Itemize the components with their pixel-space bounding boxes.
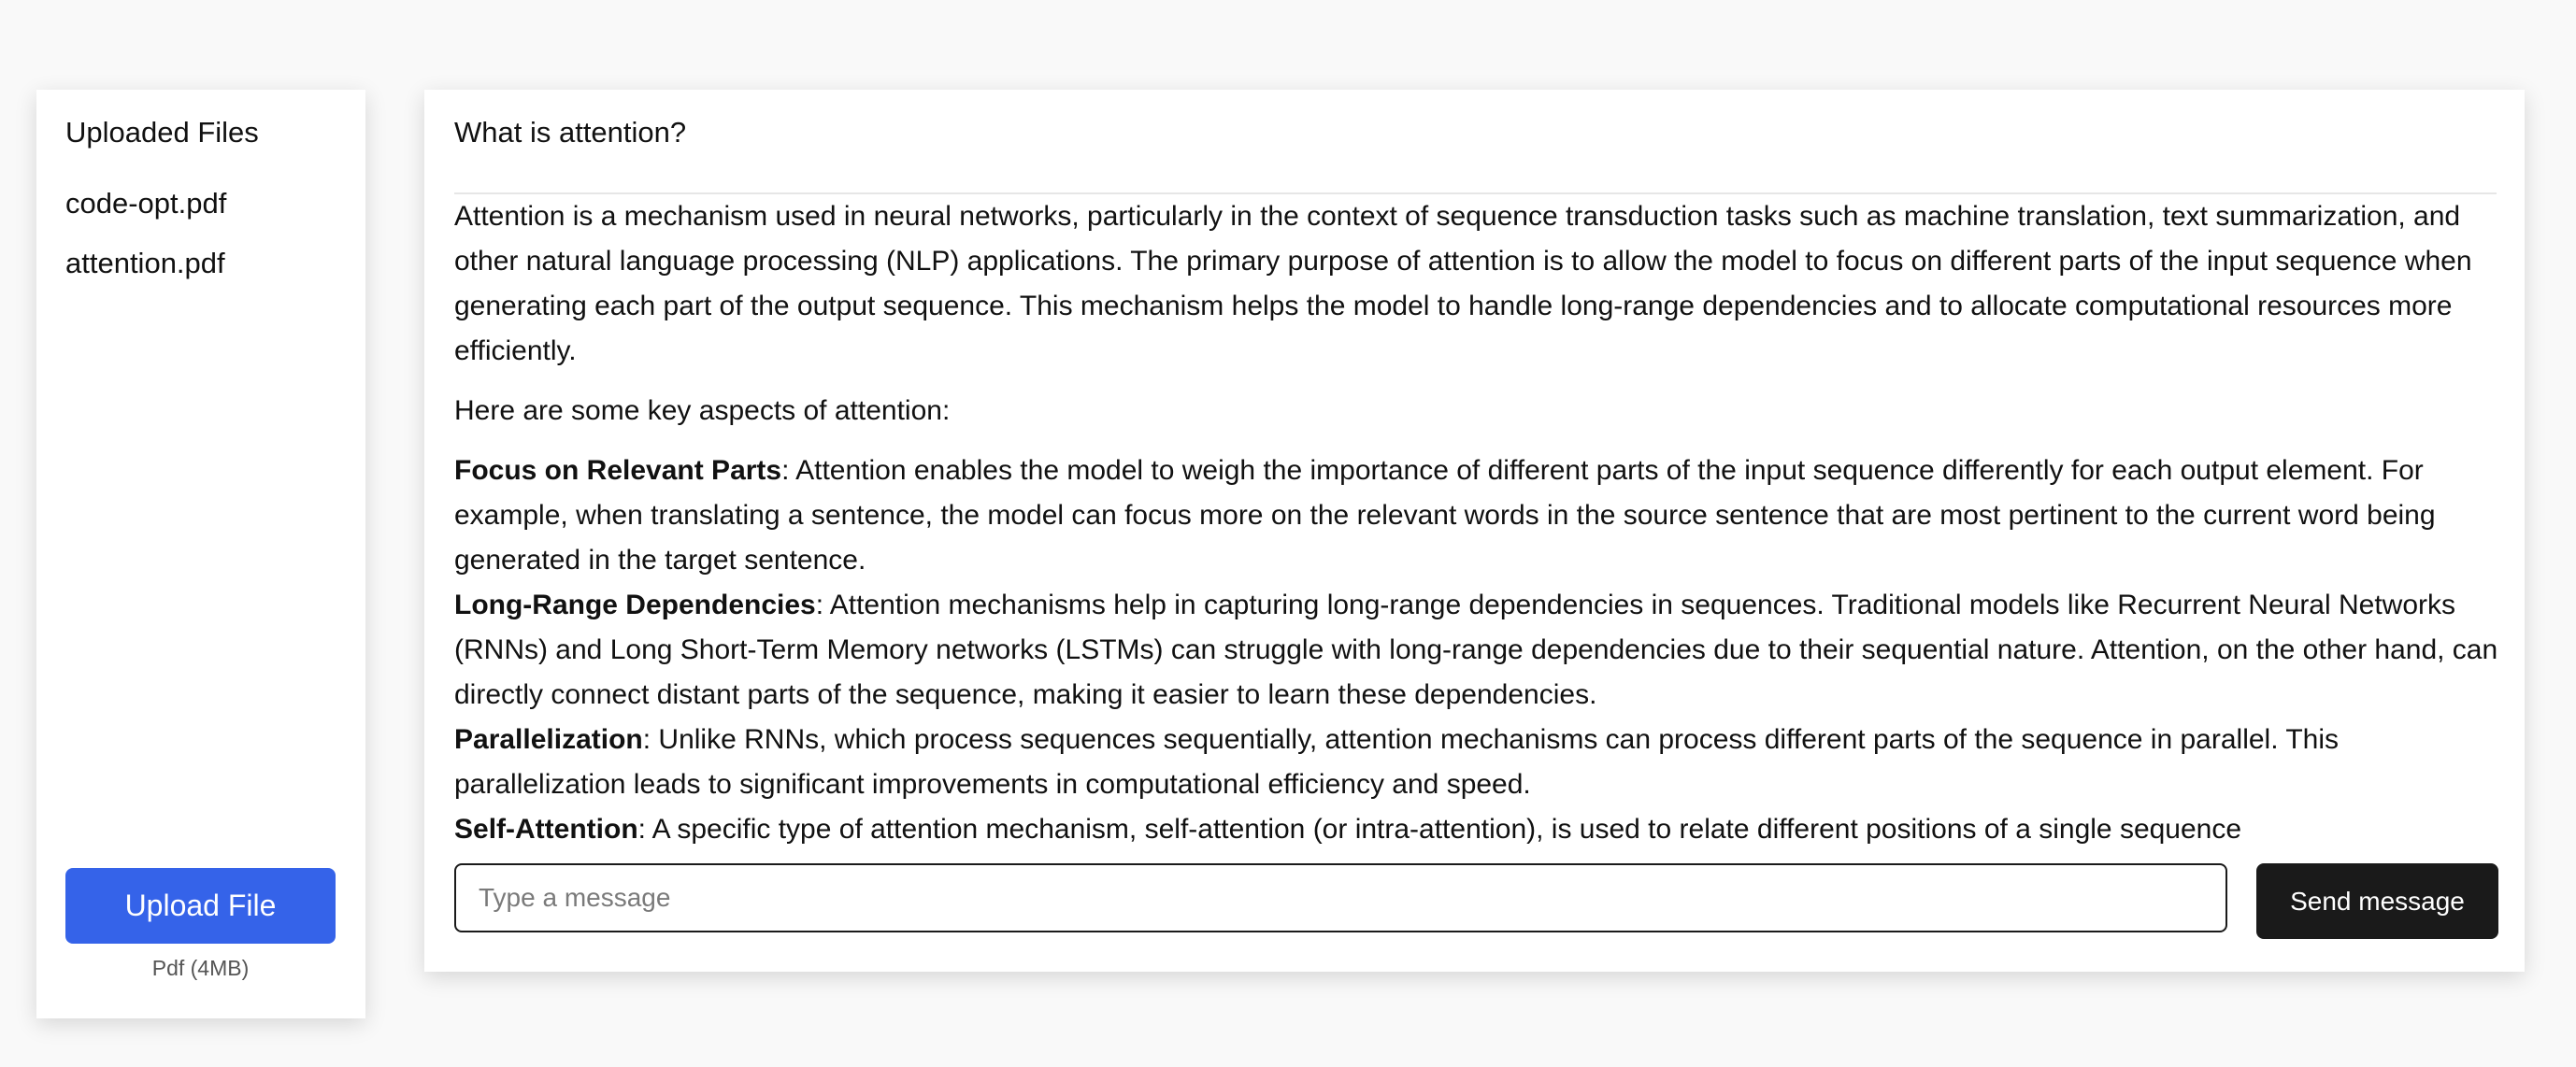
message-input[interactable] xyxy=(454,863,2227,932)
aspect-item xyxy=(454,718,2501,807)
message-composer xyxy=(424,848,2525,972)
uploaded-files-panel xyxy=(36,90,365,1018)
user-question: What is attention? xyxy=(454,116,687,149)
assistant-answer xyxy=(454,194,2501,953)
aspects-heading: Here are some key aspects of attention: xyxy=(454,395,951,426)
uploaded-files-title: Uploaded Files xyxy=(65,116,259,149)
aspect-text: : Attention enables the model to weigh the importance of different parts of the input sequence differently for each output element. For example, when translating a sentence, the model can focus more on the relevant words in the source sentence that are most pertinent to the current word being generated in the target sentence. xyxy=(454,455,2436,576)
aspect-title: Parallelization xyxy=(454,724,643,755)
upload-file-hint: Pdf (4MB) xyxy=(151,956,250,980)
aspect-text: : Unlike RNNs, which process sequences sequentially, attention mechanisms can process different parts of the sequence in parallel. This parallelization leads to significant improvements in computational efficiency and speed. xyxy=(454,724,2340,800)
aspect-item xyxy=(454,807,2501,852)
aspect-item xyxy=(454,448,2501,583)
aspect-text: : A specific type of attention mechanism, self-attention (or intra-attention), is used to relate different positions of a single sequence xyxy=(637,814,2242,845)
upload-file-button[interactable]: Upload File xyxy=(65,868,336,944)
file-list xyxy=(65,185,226,305)
send-message-button[interactable]: Send message xyxy=(2256,863,2498,939)
aspect-item xyxy=(454,583,2501,718)
answer-intro: Attention is a mechanism used in neural networks, particularly in the context of sequence transduction tasks such as machine translation, text summarization, and other natural language processing (NLP) applications. The primary purpose of attention is to allow the model to focus on different parts of the input sequence when generating each part of the output sequence. This mechanism helps the model to handle long-range dependencies and to allocate computational resources more efficiently. xyxy=(454,201,2472,366)
chat-panel xyxy=(424,90,2525,972)
file-item-attention[interactable]: attention.pdf xyxy=(65,247,225,279)
aspect-title: Focus on Relevant Parts xyxy=(454,455,782,486)
aspect-title: Long-Range Dependencies xyxy=(454,590,816,620)
aspect-text: : Attention mechanisms help in capturing long-range dependencies in sequences. Traditional models like Recurrent Neural Networks (RNNs) and Long Short-Term Memory networks (LSTMs) can struggle with long-range dependencies due to their sequential nature. Attention, on the other hand, can directly connect distant parts of the sequence, making it easier to learn these dependencies. xyxy=(454,590,2498,710)
file-item-code-opt[interactable]: code-opt.pdf xyxy=(65,187,227,220)
aspects-list xyxy=(454,448,2501,852)
aspect-title: Self-Attention xyxy=(454,814,638,845)
